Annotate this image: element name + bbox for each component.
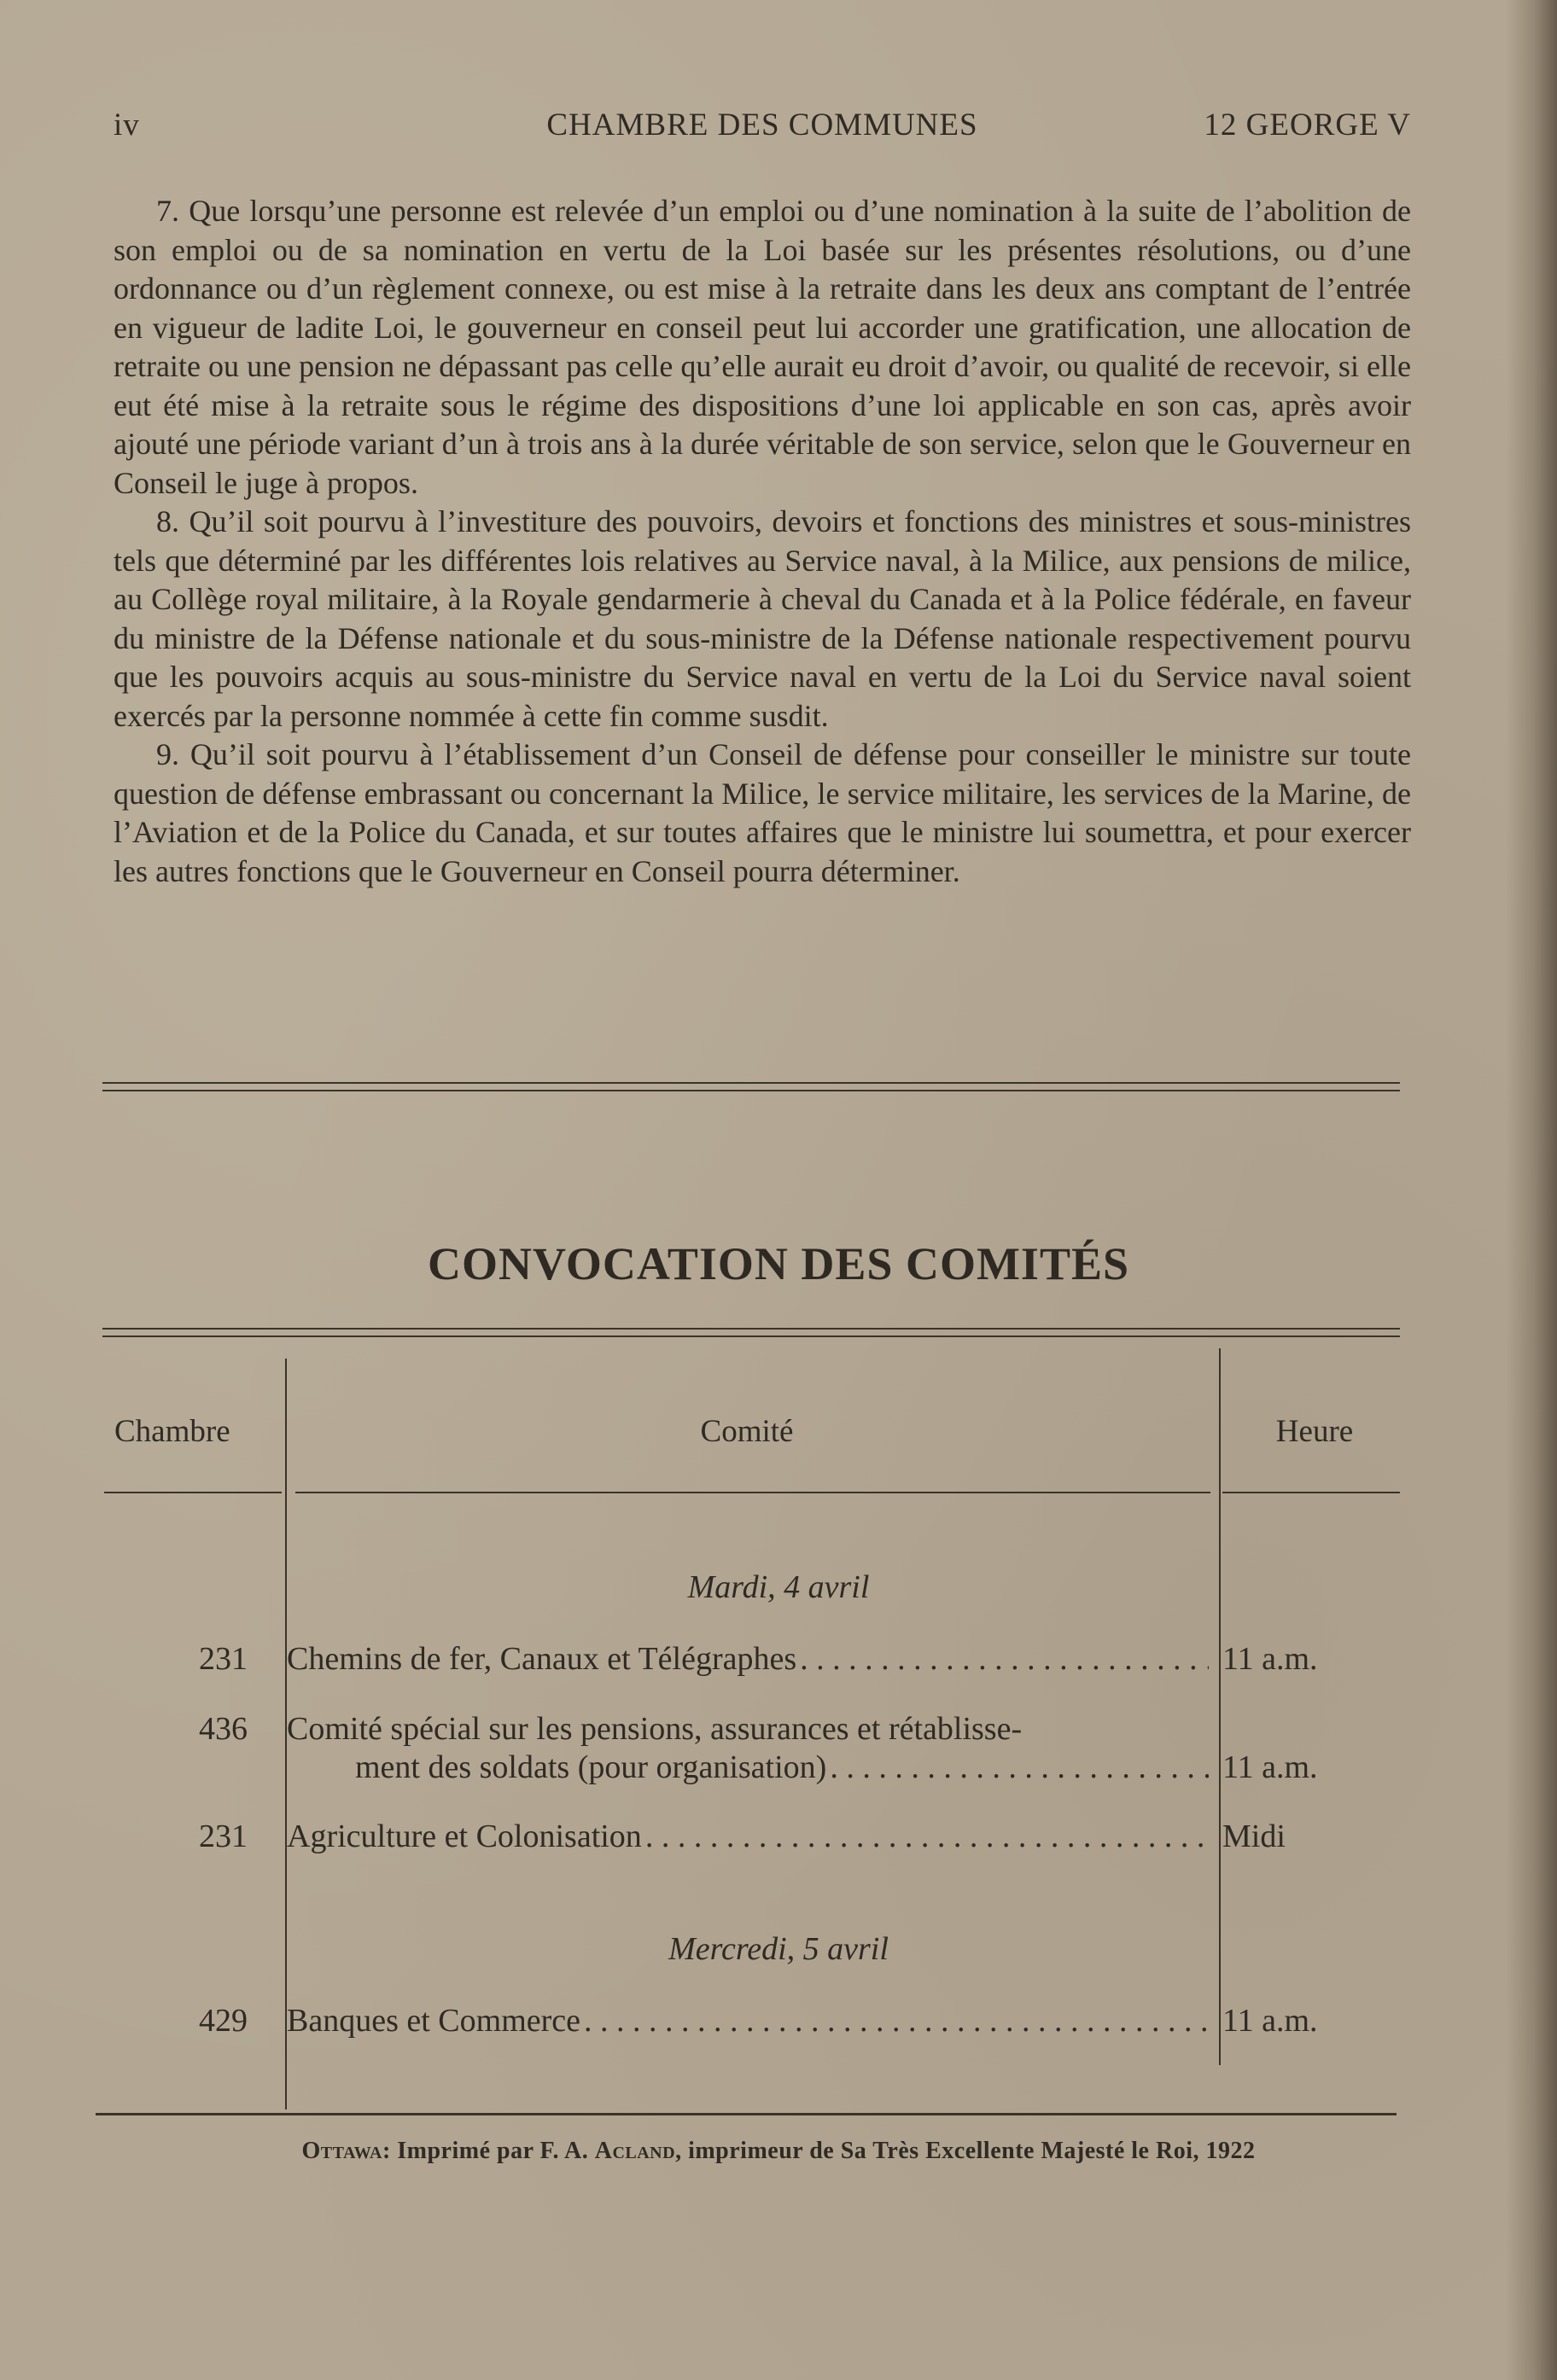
committee-entry (287, 1640, 1209, 1679)
meeting-time: 11 a.m. (1222, 2003, 1318, 2039)
page-number: iv (114, 108, 140, 143)
dot-leader (584, 2002, 1209, 2040)
day-heading: Mercredi, 5 avril (668, 1931, 889, 1967)
resolution-paragraph-8: 8. Qu’il soit pourvu à l’investiture des pouvoirs, devoirs et fonctions des ministres et sous-ministres tels que déterminé par les différentes lois relatives au Service naval, à la Milice, aux pensions de milice, au Collège royal militaire, à la Royale gendarmerie à cheval du Canada et à la Police fédérale, en faveur du ministre de la Défense nationale et du sous-ministre de la Défense nationale respectivement pourvu que les pouvoirs acquis au sous-ministre du Service naval en vertu de la Loi du Service naval soient exercés par la personne nommée à cette fin comme susdit. (114, 504, 1411, 733)
room-number: 231 (199, 1641, 248, 1677)
header-underline-room (104, 1492, 282, 1493)
committee-name: Chemins de fer, Canaux et Télégraphes (287, 1641, 797, 1677)
committee-name: Comité spécial sur les pensions, assurances et rétablisse- (287, 1711, 1023, 1747)
resolutions-text (114, 192, 1411, 891)
header-underline-committee (295, 1492, 1210, 1493)
room-number: 429 (199, 2003, 248, 2039)
imprint-city: Ottawa (301, 2138, 382, 2164)
meeting-time: 11 a.m. (1222, 1641, 1318, 1677)
committee-name-continued: ment des soldats (pour organisation) (355, 1749, 827, 1785)
committee-entry (287, 1818, 1209, 1856)
printer-imprint (0, 2138, 1557, 2165)
section-divider (102, 1082, 1400, 1091)
page-edge-shadow (1506, 0, 1557, 2380)
column-header-time: Heure (1275, 1414, 1354, 1449)
table-top-rule (102, 1328, 1400, 1337)
column-header-committee: Comité (700, 1414, 794, 1449)
column-header-room: Chambre (114, 1414, 230, 1449)
room-number: 231 (199, 1818, 248, 1854)
resolution-paragraph-9: 9. Qu’il soit pourvu à l’établissement d’un Conseil de défense pour conseiller le ministre sur toute question de défense embrassant ou concernant la Milice, le service militaire, les services de la Marine, de l’Aviation et de la Police du Canada, et sur toutes affaires que le ministre lui soumettra, et pour exercer les autres fonctions que le Gouverneur en Conseil pourra déterminer. (114, 737, 1411, 888)
imprint-text: : Imprimé par F. A. (382, 2138, 595, 2164)
committee-name: Banques et Commerce (287, 2003, 581, 2039)
dot-leader (645, 1818, 1209, 1856)
meeting-time: Midi (1222, 1818, 1286, 1854)
resolution-paragraph-7: 7. Que lorsqu’une personne est relevée d’un emploi ou d’une nomination à la suite de l’abolition de son emploi ou de sa nomination en vertu de la Loi basée sur les présentes résolutions, ou d’une ordonnance ou d’un règlement connexe, ou est mise à la retraite dans les deux ans comptant de l’entrée en vigueur de ladite Loi, le gouverneur en conseil peut lui accorder une gratification, une allocation de retraite ou une pension ne dépassant pas celle qu’elle aurait eu droit d’avoir, ou qualité de recevoir, si elle eut été mise à la retraite sous le régime des dispositions d’une loi applicable en son cas, après avoir ajouté une période variant d’un à trois ans à la durée véritable de son service, selon que le Gouverneur en Conseil le juge à propos. (114, 194, 1411, 500)
table-bottom-rule (96, 2113, 1397, 2115)
day-heading: Mardi, 4 avril (687, 1569, 870, 1605)
section-title: CONVOCATION DES COMITÉS (427, 1238, 1130, 1289)
dot-leader (830, 1749, 1209, 1787)
committee-name: Agriculture et Colonisation (287, 1818, 642, 1854)
running-header (114, 107, 1411, 149)
imprint-printer: Acland (594, 2138, 676, 2164)
room-number: 436 (199, 1711, 248, 1747)
imprint-text-end: , imprimeur de Sa Très Excellente Majesté le Roi, 1922 (675, 2138, 1256, 2164)
regnal-year: 12 GEORGE V (1204, 108, 1411, 143)
committee-entry (287, 2002, 1209, 2040)
meeting-time: 11 a.m. (1222, 1749, 1318, 1785)
header-title: CHAMBRE DES COMMUNES (546, 108, 978, 143)
header-underline-time (1222, 1492, 1400, 1493)
dot-leader (800, 1640, 1209, 1679)
committee-entry (287, 1710, 1209, 1787)
